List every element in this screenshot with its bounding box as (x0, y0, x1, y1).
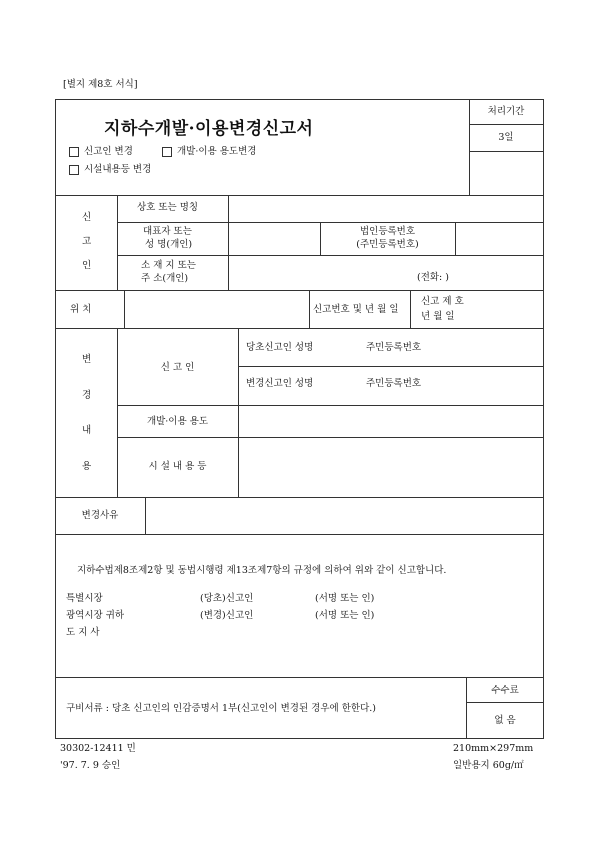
corp-reg-label-1: 법인등록번호 (359, 226, 416, 237)
declaration-bottom-line (55, 677, 544, 678)
declaration-text: 지하수법제8조제2항 및 동법시행령 제13조제7항의 규정에 의하여 위와 같이 신고합니다. (77, 565, 447, 576)
change-section-char-4: 용 (82, 461, 92, 472)
original-reporter-name-label: 당초신고인 성명 (246, 342, 314, 353)
usage-change-checkbox[interactable] (162, 147, 172, 157)
facility-label: 시 설 내 용 등 (148, 461, 207, 472)
paper-size: 210mm×297mm (453, 743, 534, 754)
change-usage-bottom-line (117, 437, 544, 438)
form-code: 30302-12411 민 (60, 743, 136, 754)
change-section-char-1: 변 (82, 354, 92, 365)
reporter-change-checkbox[interactable] (69, 147, 79, 157)
reporter-label-divider (228, 195, 229, 290)
reporter-row2-line (117, 255, 544, 256)
reporter-section-char-3: 인 (82, 260, 92, 271)
outer-top-border (55, 99, 544, 100)
report-no-left-divider (309, 290, 310, 328)
corp-label-right-divider (455, 222, 456, 255)
representative-label-2: 성 명(개인) (145, 239, 193, 250)
new-reporter-id-label: 주민등록번호 (366, 378, 422, 389)
original-reporter-sign-label: (당초)신고인 (200, 593, 254, 604)
report-date-value: 년 월 일 (421, 311, 455, 322)
new-reporter-name-label: 변경신고인 성명 (246, 378, 314, 389)
location-bottom-line (55, 328, 544, 329)
fee-divider-line (466, 702, 544, 703)
address-label-2: 주 소(개인) (141, 273, 189, 284)
change-label-divider (238, 328, 239, 497)
outer-bottom-border (55, 738, 544, 739)
report-number-label: 신고번호 및 년 월 일 (313, 304, 399, 315)
location-label: 위 치 (70, 304, 92, 315)
reporter-section-divider (117, 195, 118, 290)
addressee-line-1: 특별시장 (66, 593, 103, 604)
business-name-label: 상호 또는 명칭 (137, 202, 199, 213)
change-reason-label: 변경사유 (81, 510, 119, 521)
reporter-bottom-line (55, 290, 544, 291)
usage-label: 개발·이용 용도 (146, 416, 209, 427)
processing-label-divider (469, 124, 543, 125)
reporter-section-char-2: 고 (82, 236, 92, 247)
header-bottom-line (55, 195, 544, 196)
facility-change-checkbox[interactable] (69, 165, 79, 175)
change-reporter-label: 신 고 인 (160, 362, 195, 373)
change-sub-line-1 (238, 366, 544, 367)
required-documents-text: 구비서류 : 당초 신고인의 인감증명서 1부(신고인이 변경된 경우에 한한다.) (66, 703, 376, 714)
form-title: 지하수개발·이용변경신고서 (104, 119, 314, 139)
processing-period-value: 3일 (498, 132, 514, 143)
fee-label: 수수료 (491, 685, 519, 696)
processing-value-divider (469, 151, 543, 152)
change-reporter-bottom-line (117, 405, 544, 406)
signature-field-2[interactable]: (서명 또는 인) (315, 610, 375, 621)
new-reporter-sign-label: (변경)신고인 (200, 610, 254, 621)
reason-bottom-line (55, 534, 544, 535)
change-section-char-2: 경 (82, 390, 92, 401)
address-label-1: 소 재 지 또는 (141, 260, 196, 271)
location-label-divider (124, 290, 125, 328)
reporter-change-label: 신고인 변경 (84, 146, 133, 157)
form-number: [별지 제8호 서식] (63, 79, 138, 90)
usage-change-label: 개발·이용 용도변경 (177, 146, 257, 157)
paper-type: 일반용지 60g/㎡ (453, 760, 524, 771)
change-bottom-line (55, 497, 544, 498)
reporter-row1-line (117, 222, 544, 223)
change-section-char-3: 내 (82, 425, 92, 436)
original-reporter-id-label: 주민등록번호 (366, 342, 422, 353)
addressee-line-3: 도 지 사 (66, 627, 100, 638)
reason-label-divider (145, 497, 146, 534)
facility-change-label: 시설내용등 변경 (84, 164, 152, 175)
change-section-divider (117, 328, 118, 497)
approval-date: '97. 7. 9 승인 (60, 760, 121, 771)
processing-period-label: 처리기간 (487, 106, 525, 117)
report-number-value: 신고 제 호 (421, 296, 464, 307)
phone-field[interactable]: (전화: ) (417, 272, 449, 283)
corp-reg-label-2: (주민등록번호) (356, 239, 419, 250)
signature-field-1[interactable]: (서명 또는 인) (315, 593, 375, 604)
representative-label-1: 대표자 또는 (143, 226, 192, 237)
report-no-right-divider (410, 290, 411, 328)
reporter-section-char-1: 신 (82, 212, 92, 223)
fee-value: 없 음 (494, 715, 516, 726)
addressee-line-2: 광역시장 귀하 (66, 610, 125, 621)
